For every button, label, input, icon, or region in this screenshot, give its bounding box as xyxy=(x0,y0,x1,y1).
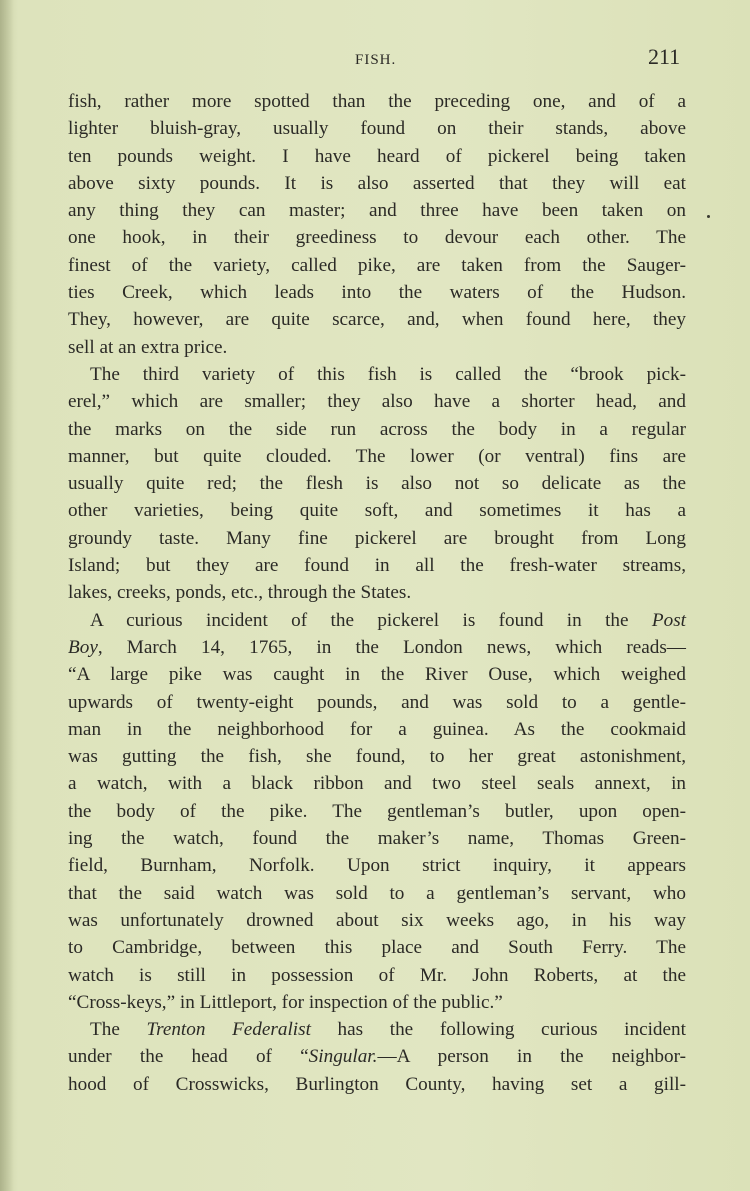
text-line: lakes, creeks, ponds, etc., through the States. xyxy=(68,582,412,604)
text-line: “A large pike was caught in the River Ouse, which weighed xyxy=(68,664,686,686)
text-line: the body of the pike. The gentleman’s butler, upon open- xyxy=(68,800,686,822)
text-line: erel,” which are smaller; they also have a shorter head, and xyxy=(68,391,686,413)
text-line xyxy=(68,607,686,634)
text-line: ten pounds weight. I have heard of pickerel being taken xyxy=(68,145,686,167)
text-run: A curious incident of the pickerel is found in the xyxy=(90,609,652,631)
text-line: They, however, are quite scarce, and, when found here, they xyxy=(68,309,686,331)
text-line: fish, rather more spotted than the preceding one, and of a xyxy=(68,91,686,112)
text-line: hood of Crosswicks, Burlington County, having set a gill- xyxy=(68,1073,686,1095)
text-line: that the said watch was sold to a gentleman’s servant, who xyxy=(68,882,686,904)
spine-shadow xyxy=(0,0,14,1191)
text-line: the marks on the side run across the body in a regular xyxy=(68,418,686,440)
page-number: 211 xyxy=(648,44,681,69)
text-line: above sixty pounds. It is also asserted that they will eat xyxy=(68,172,686,194)
text-line: one hook, in their greediness to devour each other. The xyxy=(68,227,686,249)
text-line: any thing they can master; and three have been taken on xyxy=(68,200,686,222)
text-run: —A person in the neighbor- xyxy=(377,1046,686,1068)
text-line: a watch, with a black ribbon and two steel seals annext, in xyxy=(68,773,686,795)
text-line: was gutting the fish, she found, to her great astonishment, xyxy=(68,746,686,768)
text-run: under the head of “ xyxy=(68,1046,309,1068)
italic-title: Boy xyxy=(68,636,98,658)
text-line xyxy=(68,1016,686,1043)
text-line: to Cambridge, between this place and South Ferry. The xyxy=(68,937,686,959)
text-line: lighter bluish-gray, usually found on their stands, above xyxy=(68,118,686,140)
running-head xyxy=(0,44,750,74)
text-line: manner, but quite clouded. The lower (or ventral) fins are xyxy=(68,445,686,467)
text-line: other varieties, being quite soft, and sometimes it has a xyxy=(68,500,686,522)
text-line: sell at an extra price. xyxy=(68,336,228,358)
text-line: watch is still in possession of Mr. John Roberts, at the xyxy=(68,964,686,986)
text-line xyxy=(68,634,686,661)
text-run: The xyxy=(90,1019,147,1041)
text-line: “Cross-keys,” in Littleport, for inspection of the public.” xyxy=(68,991,503,1013)
text-run: has the following curious incident xyxy=(310,1019,686,1041)
text-run: , March 14, 1765, in the London news, which reads— xyxy=(97,636,686,658)
text-line: ing the watch, found the maker’s name, Thomas Green- xyxy=(68,828,686,850)
text-line: usually quite red; the flesh is also not so delicate as the xyxy=(68,473,686,495)
text-line: groundy taste. Many fine pickerel are brought from Long xyxy=(68,527,686,549)
body-text xyxy=(68,88,686,1098)
italic-title: Post xyxy=(651,609,686,631)
text-line: ties Creek, which leads into the waters of the Hudson. xyxy=(68,282,686,304)
text-line: was unfortunately drowned about six weeks ago, in his way xyxy=(68,909,686,931)
italic-heading: Singular. xyxy=(308,1046,378,1068)
text-line: finest of the variety, called pike, are taken from the Sauger- xyxy=(68,254,686,276)
margin-mark xyxy=(707,215,710,218)
text-line: man in the neighborhood for a guinea. As the cookmaid xyxy=(68,718,686,740)
running-head-title: FISH. xyxy=(355,52,397,68)
text-line xyxy=(68,1043,686,1070)
text-line: upwards of twenty-eight pounds, and was sold to a gentle- xyxy=(68,691,686,713)
italic-title: Trenton Federalist xyxy=(146,1019,311,1041)
text-line: The third variety of this fish is called the “brook pick- xyxy=(90,363,686,385)
text-line: field, Burnham, Norfolk. Upon strict inquiry, it appears xyxy=(68,855,686,877)
text-line: Island; but they are found in all the fresh-water streams, xyxy=(68,555,686,577)
